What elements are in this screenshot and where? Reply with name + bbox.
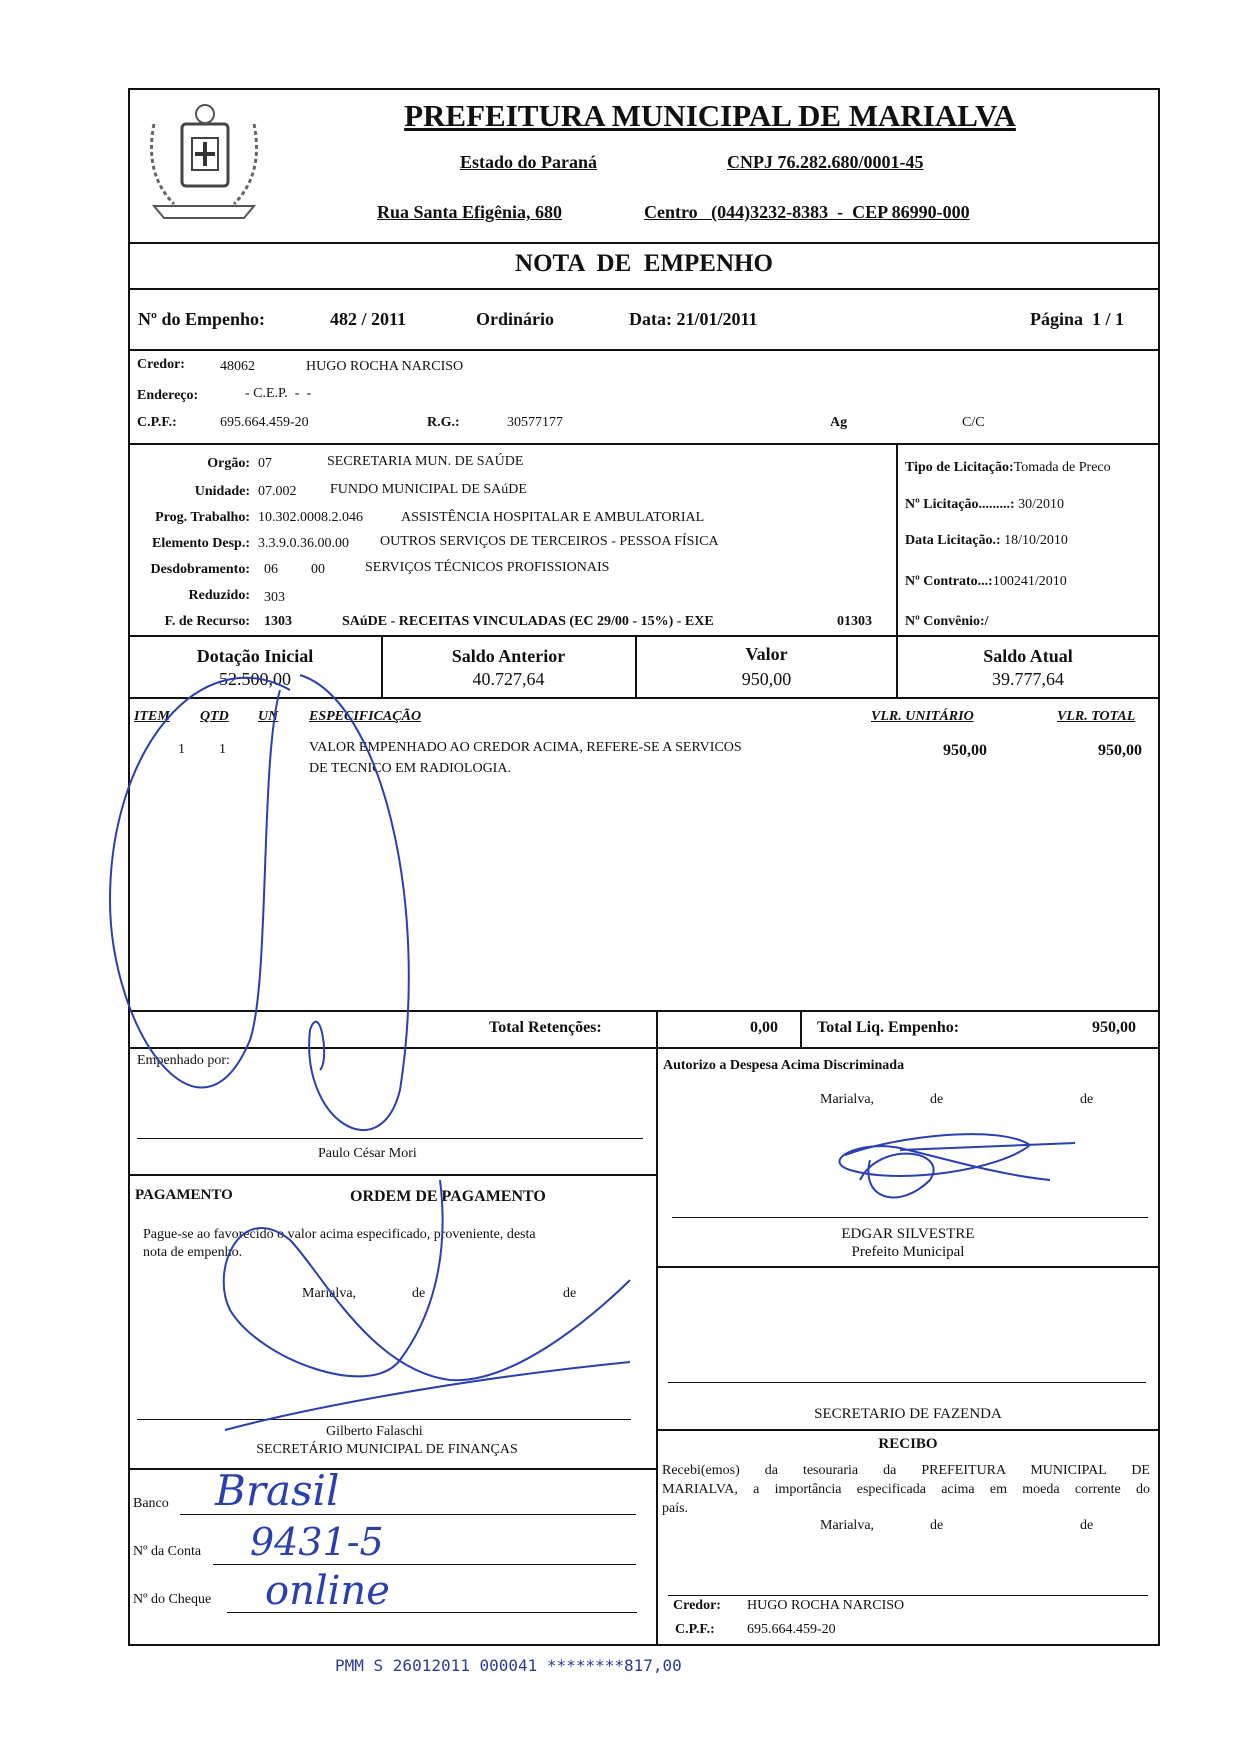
dotacao-inicial-valor: 52.500,00	[219, 669, 291, 689]
secretario-financas-nome: Gilberto Falaschi	[326, 1424, 423, 1439]
orgao-nome: SECRETARIA MUN. DE SAÚDE	[327, 454, 524, 469]
secretario-financas-cargo: SECRETÁRIO MUNICIPAL DE FINANÇAS	[256, 1442, 518, 1457]
recibo-cidade: Marialva,	[820, 1518, 875, 1533]
dotacao-inicial-label: Dotação Inicial	[196, 646, 314, 666]
pagamento-de1: de	[412, 1286, 426, 1301]
saldo-atual-valor: 39.777,64	[992, 669, 1064, 689]
pagamento-texto-2: nota de empenho.	[143, 1245, 243, 1260]
signature-empenhado	[110, 675, 409, 1130]
col-vlr-total: VLR. TOTAL	[1057, 709, 1136, 724]
signature-secretario-financas	[224, 1180, 630, 1430]
col-qtd: QTD	[200, 709, 229, 724]
autorizo-de2: de	[1080, 1092, 1094, 1107]
licitacao-numero: Nº Licitação.........: 30/2010	[905, 497, 1064, 512]
saldo-anterior-label: Saldo Anterior	[451, 646, 566, 666]
col-vlr-unitario: VLR. UNITÁRIO	[871, 709, 974, 724]
empenhado-nome: Paulo César Mori	[318, 1146, 417, 1161]
banco-label: Banco	[133, 1496, 169, 1511]
endereco-label: Endereço:	[137, 388, 199, 403]
empenho-data: Data: 21/01/2011	[629, 309, 758, 329]
credor-codigo: 48062	[220, 359, 255, 374]
desd-cod1: 06	[264, 562, 278, 577]
conta-label: Nº da Conta	[133, 1544, 202, 1559]
recibo-texto-1: Recebi(emos) da tesouraria da PREFEITURA MUNICIPAL DE	[662, 1463, 1150, 1478]
reduzido-valor: 303	[264, 590, 285, 605]
cc-label: C/C	[962, 415, 985, 430]
desd-nome: SERVIÇOS TÉCNICOS PROFISSIONAIS	[365, 560, 610, 575]
prog-cod: 10.302.0008.2.046	[258, 510, 363, 525]
empenho-numero: 482 / 2011	[330, 309, 407, 329]
col-item: ITEM	[134, 709, 170, 724]
cheque-valor: online	[265, 1568, 390, 1614]
contrato: Nº Contrato...:100241/2010	[905, 574, 1067, 589]
pagamento-cidade: Marialva,	[302, 1286, 357, 1301]
pagamento-label: PAGAMENTO	[135, 1187, 233, 1203]
empenho-label: Nº do Empenho:	[138, 309, 265, 329]
cpf-valor: 695.664.459-20	[220, 415, 309, 430]
elem-label: Elemento Desp.:	[152, 536, 250, 551]
header-estado: Estado do Paraná	[460, 152, 598, 172]
rg-label: R.G.:	[427, 415, 460, 430]
empenho-tipo: Ordinário	[476, 309, 555, 329]
prog-label: Prog. Trabalho:	[155, 510, 250, 525]
recibo-texto-2: MARIALVA, a importância especificada acima em moeda corrente do	[662, 1482, 1150, 1497]
autorizo-de1: de	[930, 1092, 944, 1107]
col-especificacao: ESPECIFICAÇÃO	[309, 709, 422, 724]
table-row-espec-1: VALOR EMPENHADO AO CREDOR ACIMA, REFERE-SE A SERVICOS	[309, 740, 742, 755]
empenho-pagina: Página 1 / 1	[1030, 309, 1125, 329]
licitacao-data: Data Licitação.: 18/10/2010	[905, 533, 1068, 548]
table-row-unit: 950,00	[943, 742, 987, 759]
recurso-label: F. de Recurso:	[164, 614, 250, 629]
secretario-fazenda-cargo: SECRETARIO DE FAZENDA	[814, 1406, 1002, 1422]
cpf-label: C.P.F.:	[137, 415, 177, 430]
total-liquido-valor: 950,00	[1092, 1019, 1136, 1036]
table-row-qtd: 1	[219, 742, 226, 757]
pagamento-de2: de	[563, 1286, 577, 1301]
prefeito-nome: EDGAR SILVESTRE	[841, 1226, 975, 1242]
unidade-label: Unidade:	[194, 484, 250, 499]
saldo-atual-label: Saldo Atual	[983, 646, 1073, 666]
saldo-anterior-valor: 40.727,64	[472, 669, 545, 689]
unidade-nome: FUNDO MUNICIPAL DE SAúDE	[330, 482, 527, 497]
pagamento-texto-1: Pague-se ao favorecido o valor acima especificado, proveniente, desta	[143, 1227, 536, 1242]
banco-valor: Brasil	[215, 1466, 340, 1515]
table-row-espec-2: DE TECNICO EM RADIOLOGIA.	[309, 761, 511, 776]
valor-valor: 950,00	[741, 669, 792, 689]
endereco-valor: - C.E.P. - -	[245, 386, 312, 401]
unidade-cod: 07.002	[258, 484, 297, 499]
elem-cod: 3.3.9.0.36.00.00	[258, 536, 349, 551]
licitacao-tipo: Tipo de Licitação:Tomada de Preco	[905, 460, 1111, 475]
valor-label: Valor	[745, 644, 788, 664]
prog-nome: ASSISTÊNCIA HOSPITALAR E AMBULATORIAL	[401, 510, 705, 525]
credor-nome: HUGO ROCHA NARCISO	[306, 359, 464, 374]
conta-valor: 9431-5	[250, 1520, 384, 1564]
autorizo-cidade: Marialva,	[820, 1092, 875, 1107]
prefeito-cargo: Prefeito Municipal	[851, 1244, 965, 1260]
recurso-cod: 1303	[264, 614, 292, 629]
doc-title: NOTA DE EMPENHO	[515, 250, 773, 277]
rg-valor: 30577177	[507, 415, 563, 430]
header-title: PREFEITURA MUNICIPAL DE MARIALVA	[404, 98, 1016, 133]
col-un: UN	[258, 709, 279, 724]
recibo-cpf-label: C.P.F.:	[675, 1622, 715, 1637]
elem-nome: OUTROS SERVIÇOS DE TERCEIROS - PESSOA FÍSICA	[380, 534, 719, 549]
orgao-cod: 07	[258, 456, 272, 471]
header-endereco: Rua Santa Efigênia, 680	[377, 202, 563, 222]
header-cnpj: CNPJ 76.282.680/0001-45	[727, 152, 924, 172]
reduzido-label: Reduzido:	[188, 588, 250, 603]
table-row-total: 950,00	[1098, 742, 1142, 759]
recibo-label: RECIBO	[878, 1436, 938, 1452]
orgao-label: Orgão:	[207, 456, 250, 471]
ag-label: Ag	[830, 415, 848, 430]
cheque-label: Nº do Cheque	[133, 1592, 212, 1607]
recibo-de2: de	[1080, 1518, 1094, 1533]
signature-prefeito	[840, 1134, 1075, 1197]
recibo-de1: de	[930, 1518, 944, 1533]
total-retencoes-valor: 0,00	[750, 1019, 778, 1036]
recibo-credor-nome: HUGO ROCHA NARCISO	[747, 1598, 905, 1613]
table-row-item: 1	[178, 742, 185, 757]
recibo-credor-label: Credor:	[673, 1598, 721, 1613]
recurso-cod2: 01303	[837, 614, 872, 629]
ordem-pagamento-label: ORDEM DE PAGAMENTO	[350, 1188, 546, 1205]
empenhado-label: Empenhado por:	[137, 1053, 230, 1068]
credor-label: Credor:	[137, 357, 185, 372]
total-liquido-label: Total Liq. Empenho:	[817, 1019, 960, 1036]
autorizo-label: Autorizo a Despesa Acima Discriminada	[663, 1058, 905, 1073]
header-contato: Centro (044)3232-8383 - CEP 86990-000	[644, 202, 970, 222]
desd-label: Desdobramento:	[150, 562, 250, 577]
recibo-cpf-valor: 695.664.459-20	[747, 1622, 836, 1637]
desd-cod2: 00	[311, 562, 325, 577]
convenio: Nº Convênio:/	[905, 614, 989, 629]
total-retencoes-label: Total Retenções:	[489, 1019, 602, 1036]
recibo-texto-3: país.	[662, 1501, 689, 1516]
authentication-stamp: PMM S 26012011 000041 ********817,00	[335, 1656, 682, 1675]
recurso-nome: SAúDE - RECEITAS VINCULADAS (EC 29/00 - 15%) - EXE	[342, 614, 714, 629]
